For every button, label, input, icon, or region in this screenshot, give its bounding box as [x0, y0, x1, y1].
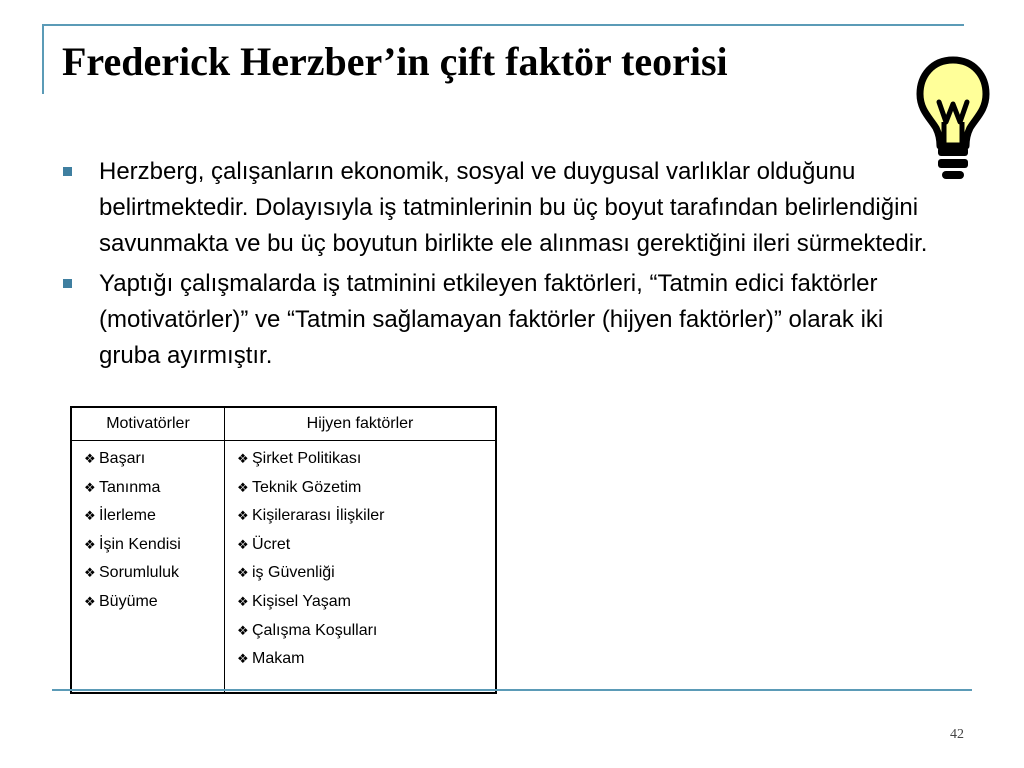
diamond-bullet-icon: ❖ — [84, 536, 96, 552]
hygiene-label: Teknik Gözetim — [252, 478, 362, 496]
diamond-bullet-icon: ❖ — [84, 451, 96, 466]
factors-table — [70, 406, 497, 694]
square-bullet-icon — [63, 167, 72, 176]
hygiene-label: Çalışma Koşulları — [252, 621, 378, 639]
diamond-bullet-icon: ❖ — [237, 508, 249, 524]
page-number: 42 — [950, 727, 964, 742]
list-item — [84, 563, 218, 592]
motivator-label: Başarı — [99, 450, 146, 467]
motivator-label: Tanınma — [99, 478, 161, 496]
table-header-row — [71, 407, 496, 441]
list-item — [237, 592, 489, 621]
list-item — [84, 478, 218, 507]
hygiene-label: Şirket Politikası — [252, 450, 362, 467]
motivator-label: İşin Kendisi — [99, 535, 181, 553]
diamond-bullet-icon: ❖ — [237, 479, 249, 495]
bullet-item — [62, 154, 942, 262]
diamond-bullet-icon: ❖ — [84, 593, 96, 609]
list-item — [84, 592, 218, 621]
list-item — [237, 449, 489, 478]
footer-line — [52, 689, 972, 691]
list-item — [237, 478, 489, 507]
frame-top-line — [42, 24, 964, 26]
motivator-label: Büyüme — [99, 592, 158, 610]
motivator-label: İlerleme — [99, 507, 156, 525]
list-item — [84, 449, 218, 478]
motivators-cell — [71, 441, 225, 693]
bullet-list — [62, 154, 942, 378]
square-bullet-icon — [63, 279, 72, 288]
motivators-list — [84, 449, 218, 621]
list-item — [237, 649, 489, 678]
hygiene-label: iş Güvenliği — [252, 564, 335, 582]
bullet-text: Yaptığı çalışmalarda iş tatminini etkileyen faktörleri, “Tatmin edici faktörler (motivatörler)” ve “Tatmin sağlamayan faktörler (hijyen faktörler)” olarak iki gruba ayırmıştır. — [99, 270, 884, 369]
header-motivators: Motivatörler — [71, 407, 225, 441]
list-item — [237, 535, 489, 564]
hygiene-label: Makam — [252, 650, 305, 668]
frame-left-line — [42, 24, 44, 94]
bullet-text: Herzberg, çalışanların ekonomik, sosyal ve duygusal varlıklar olduğunu belirtmektedir. Dolayısıyla iş tatminlerinin bu üç boyut tarafından belirlendiğini savunmakta ve bu üç boyutun birlikte ele alınması gerektiğini ileri sürmektedir. — [99, 158, 928, 257]
diamond-bullet-icon: ❖ — [237, 451, 249, 466]
header-hygiene: Hijyen faktörler — [225, 407, 497, 441]
list-item — [84, 506, 218, 535]
bullet-item — [62, 266, 942, 374]
hygiene-label: Kişilerarası İlişkiler — [252, 507, 385, 525]
diamond-bullet-icon: ❖ — [84, 565, 96, 581]
motivator-label: Sorumluluk — [99, 564, 180, 582]
list-item — [84, 535, 218, 564]
hygiene-list — [237, 449, 489, 678]
hygiene-label: Ücret — [252, 535, 291, 553]
diamond-bullet-icon: ❖ — [237, 536, 249, 552]
hygiene-label: Kişisel Yaşam — [252, 592, 351, 610]
diamond-bullet-icon: ❖ — [237, 622, 249, 638]
diamond-bullet-icon: ❖ — [84, 508, 96, 524]
diamond-bullet-icon: ❖ — [237, 651, 249, 667]
list-item — [237, 563, 489, 592]
diamond-bullet-icon: ❖ — [237, 593, 249, 609]
slide-title: Frederick Herzber’in çift faktör teorisi — [62, 39, 728, 84]
list-item — [237, 506, 489, 535]
hygiene-cell — [225, 441, 497, 693]
table-row — [71, 441, 496, 693]
list-item — [237, 621, 489, 650]
diamond-bullet-icon: ❖ — [237, 565, 249, 581]
diamond-bullet-icon: ❖ — [84, 479, 96, 495]
